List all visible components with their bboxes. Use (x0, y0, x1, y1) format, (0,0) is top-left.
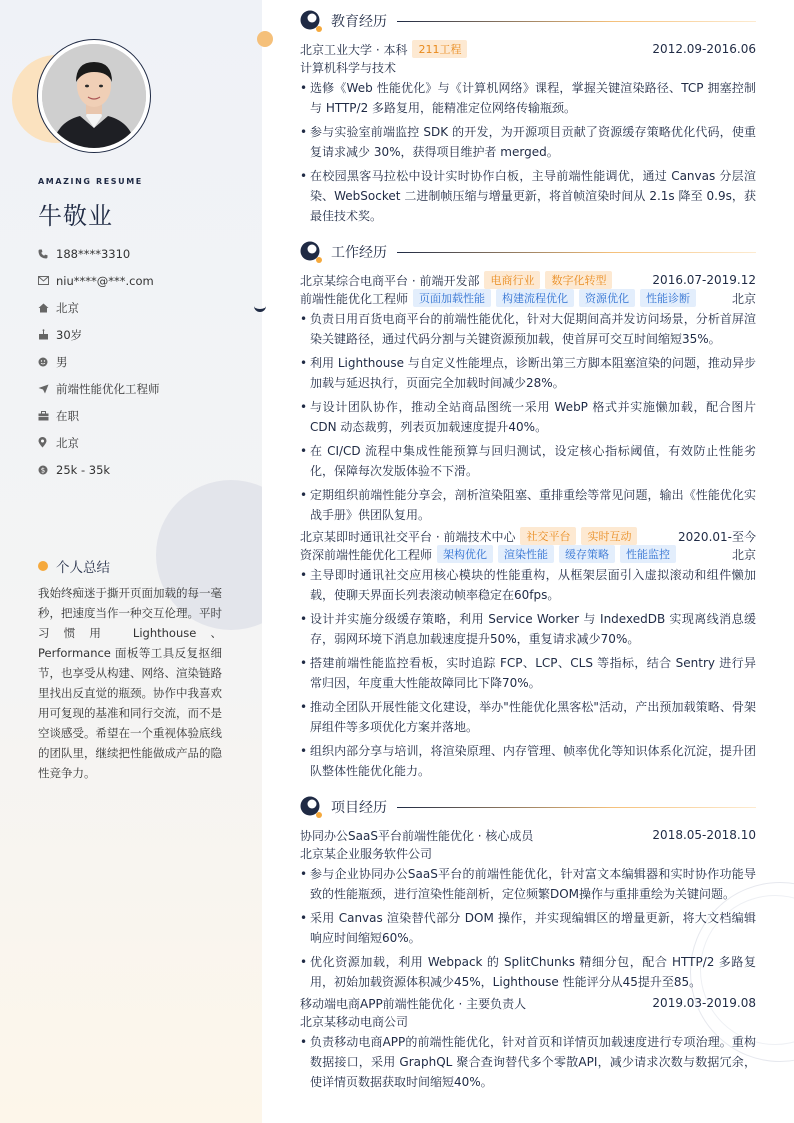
send-icon (38, 384, 56, 394)
project-org: 北京某移动电商公司 (300, 1014, 409, 1029)
industry-tag: 实时互动 (581, 527, 637, 545)
project-name: 移动端电商APP前端性能优化 · 主要负责人 (300, 996, 527, 1011)
section-divider (397, 252, 756, 253)
home-icon (38, 303, 56, 313)
industry-tag: 电商行业 (484, 271, 540, 289)
mail-icon (38, 276, 56, 285)
section-divider (397, 807, 756, 808)
summary-heading (38, 556, 110, 576)
location-icon (38, 437, 56, 448)
project-date: 2018.05-2018.10 (652, 828, 756, 842)
info-hometown (38, 294, 160, 321)
salary-text: 25k - 35k (56, 462, 111, 477)
brand-label: AMAZING RESUME (38, 177, 143, 186)
major: 计算机科学与技术 (300, 60, 397, 75)
skill-tag: 构建流程优化 (496, 289, 574, 307)
info-position (38, 375, 160, 402)
summary-title: 个人总结 (56, 560, 110, 576)
avatar-frame (37, 39, 151, 153)
section-marker-icon (300, 796, 322, 818)
personal-info-list (38, 240, 160, 483)
education-date: 2012.09-2016.06 (652, 42, 756, 56)
info-email (38, 267, 160, 294)
section-title: 项目经历 (331, 800, 387, 816)
job-city: 北京 (731, 547, 756, 562)
skill-tag: 缓存策略 (559, 545, 615, 563)
svg-text:$: $ (40, 465, 46, 474)
list-item: • 优化资源加载，利用 Webpack 的 SplitChunks 精细分包，配合 HTTP/2 多路复用，初始加载资源体积减少45%，Lighthouse 性能评分从45提升至85。 (300, 952, 756, 992)
project-org: 北京某企业服务软件公司 (300, 846, 433, 861)
hometown-text: 北京 (56, 300, 79, 315)
job-city: 北京 (731, 291, 756, 306)
section-marker-icon (300, 241, 322, 263)
info-phone (38, 240, 160, 267)
skill-tag: 架构优化 (437, 545, 493, 563)
project-block-2 (300, 994, 756, 1096)
phone-text: 188****3310 (56, 246, 131, 261)
list-item: • 搭建前端性能监控看板，实时追踪 FCP、LCP、CLS 等指标，结合 Sentry 进行异常归因，年度重大性能故障同比下降70%。 (300, 653, 756, 693)
city-text: 北京 (56, 435, 79, 450)
job-date: 2020.01-至今 (678, 529, 756, 544)
work-block-2 (300, 527, 756, 785)
job-role: 资深前端性能优化工程师 (300, 547, 433, 562)
job-bullets (300, 309, 756, 525)
job-date: 2016.07-2019.12 (652, 273, 756, 287)
decorative-circle (257, 31, 273, 47)
education-bullets (300, 78, 756, 226)
skill-tag: 渲染性能 (498, 545, 554, 563)
section-marker-icon (300, 10, 322, 32)
list-item: • 采用 Canvas 渲染替代部分 DOM 操作，并实现编辑区的增量更新，将大文档编辑响应时间缩短60%。 (300, 908, 756, 948)
company-name: 北京某即时通讯社交平台 · 前端技术中心 (300, 529, 516, 544)
project-date: 2019.03-2019.08 (652, 996, 756, 1010)
candidate-name: 牛敬业 (38, 202, 113, 230)
industry-tag: 数字化转型 (545, 271, 612, 289)
skill-tag: 性能监控 (620, 545, 676, 563)
gender-text: 男 (56, 354, 68, 369)
work-block-1 (300, 271, 756, 529)
list-item: • 利用 Lighthouse 与自定义性能埋点，诊断出第三方脚本阻塞渲染的问题，推动异步加载与延迟执行，页面完全加载时间减少28%。 (300, 353, 756, 393)
list-item: • 推动全团队开展性能文化建设，举办"性能优化黑客松"活动，产出预加载策略、骨架屏组件等多项优化方案并落地。 (300, 697, 756, 737)
info-gender (38, 348, 160, 375)
summary-text: 我始终痴迷于撕开页面加载的每一毫秒，把速度当作一种交互伦理。平时习惯用 Lighthouse、Performance 面板等工具反复抠细节，也享受从构建、网络、渲染链路里找出反直觉的瓶颈。协作中我喜欢用可复现的基准和同行交流，而不是空谈感受。希望在一个重视体验底线的团队里，继续把性能做成产品的隐性竞争力。 (38, 586, 222, 780)
list-item: • 负责日用百货电商平台的前端性能优化，针对大促期间高并发访问场景，分析首屏渲染关键路径，通过代码分割与关键资源预加载，使首屏可交互时间缩短35%。 (300, 309, 756, 349)
status-text: 在职 (56, 408, 79, 423)
email-text: niu****@***.com (56, 273, 154, 288)
cake-icon (38, 329, 56, 340)
list-item: • 选修《Web 性能优化》与《计算机网络》课程，掌握关键渲染路径、TCP 拥塞控制与 HTTP/2 多路复用，能精准定位网络传输瓶颈。 (300, 78, 756, 118)
info-city (38, 429, 160, 456)
industry-tag: 社交平台 (520, 527, 576, 545)
list-item: • 在校园黑客马拉松中设计实时协作白板，主导前端性能调优，通过 Canvas 分层渲染、WebSocket 二进制帧压缩与增量更新，将首帧渲染时间从 2.1s 降至 0.9s，获最佳技术奖。 (300, 166, 756, 226)
list-item: • 主导即时通讯社交应用核心模块的性能重构，从框架层面引入虚拟滚动和组件懒加载，使聊天界面长列表滚动帧率稳定在60fps。 (300, 565, 756, 605)
avatar (42, 44, 146, 148)
skill-tag: 资源优化 (579, 289, 635, 307)
age-text: 30岁 (56, 327, 83, 342)
skill-tag: 页面加载性能 (413, 289, 491, 307)
sidebar (0, 0, 262, 1123)
info-status (38, 402, 160, 429)
list-item: • 负责移动电商APP的前端性能优化，针对首页和详情页加载速度进行专项治理。重构数据接口，采用 GraphQL 聚合查询替代多个零散API，减少请求次数与数据冗余，使详情页数据获取时间缩短40%。 (300, 1032, 756, 1092)
decorative-arc (254, 300, 266, 312)
list-item: • 与设计团队协作，推动全站商品图统一采用 WebP 格式并实施懒加载，配合图片 CDN 动态裁剪，列表页加载速度提升40%。 (300, 397, 756, 437)
skill-tag: 性能诊断 (640, 289, 696, 307)
company-name: 北京某综合电商平台 · 前端开发部 (300, 273, 480, 288)
phone-icon (38, 249, 56, 259)
section-title: 教育经历 (331, 14, 387, 30)
list-item: • 参与企业协同办公SaaS平台的前端性能优化，针对富文本编辑器和实时协作功能导致的性能瓶颈，进行渲染性能剖析，定位频繁DOM操作与重排重绘为关键问题。 (300, 864, 756, 904)
portrait-photo (42, 44, 146, 148)
project-name: 协同办公SaaS平台前端性能优化 · 核心成员 (300, 828, 534, 843)
list-item: • 定期组织前端性能分享会，剖析渲染阻塞、重排重绘等常见问题，输出《性能优化实战手册》供团队复用。 (300, 485, 756, 525)
project-block-1 (300, 826, 756, 996)
position-text: 前端性能优化工程师 (56, 381, 160, 396)
section-divider (397, 21, 756, 22)
job-bullets (300, 565, 756, 781)
section-work-header (300, 240, 756, 264)
list-item: • 参与实验室前端监控 SDK 的开发，为开源项目贡献了资源缓存策略优化代码，使重复请求减少 30%，获得项目维护者 merged。 (300, 122, 756, 162)
school-name: 北京工业大学 · 本科 (300, 42, 408, 57)
list-item: • 组织内部分享与培训，将渲染原理、内存管理、帧率优化等知识体系化沉淀，提升团队整体性能优化能力。 (300, 741, 756, 781)
section-education-header (300, 9, 756, 33)
briefcase-icon (38, 411, 56, 421)
section-projects-header (300, 795, 756, 819)
bullet-dot-icon (38, 561, 48, 571)
list-item: • 在 CI/CD 流程中集成性能预算与回归测试，设定核心指标阈值，有效防止性能劣化，保障每次发版体验不下滑。 (300, 441, 756, 481)
project-bullets (300, 1032, 756, 1092)
list-item: • 设计并实施分级缓存策略，利用 Service Worker 与 IndexedDB 实现离线消息缓存，弱网环境下消息加载速度提升50%，重复请求减少70%。 (300, 609, 756, 649)
school-tag: 211工程 (412, 40, 467, 58)
project-bullets (300, 864, 756, 992)
salary-icon (38, 465, 56, 475)
education-block (300, 40, 756, 230)
gender-icon (38, 357, 56, 367)
info-age (38, 321, 160, 348)
section-title: 工作经历 (331, 245, 387, 261)
job-role: 前端性能优化工程师 (300, 291, 409, 306)
info-salary (38, 456, 160, 483)
